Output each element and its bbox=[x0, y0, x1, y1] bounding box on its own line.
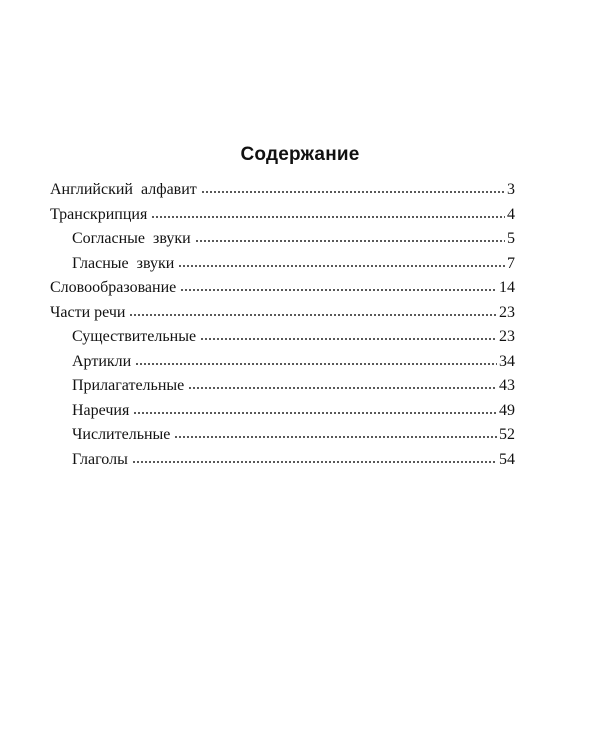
toc-entry-page: 3 bbox=[507, 181, 515, 198]
toc-entry-page: 43 bbox=[499, 377, 515, 394]
dot-leader bbox=[135, 363, 497, 365]
toc-entry-page: 23 bbox=[499, 303, 515, 321]
toc-entry-label: Существительные bbox=[72, 328, 197, 345]
dot-leader bbox=[129, 314, 497, 316]
page-title: Содержание bbox=[240, 143, 360, 165]
toc-entry-english-alphabet bbox=[50, 180, 515, 205]
dot-leader bbox=[174, 436, 497, 438]
toc-entry-page: 34 bbox=[499, 352, 515, 370]
toc-entry-page: 4 bbox=[507, 205, 515, 223]
toc-entry-parts-of-speech bbox=[50, 303, 515, 328]
toc-entry-page: 7 bbox=[507, 254, 515, 272]
dot-leader bbox=[132, 461, 497, 463]
toc-entry-label: Словообразование bbox=[50, 279, 177, 296]
toc-entry-transcription bbox=[50, 205, 515, 230]
toc-entry-consonants bbox=[50, 229, 515, 254]
toc-entry-page: 54 bbox=[499, 450, 515, 468]
toc-entry-label: Глаголы bbox=[72, 450, 128, 468]
toc-entry-word-formation bbox=[50, 278, 515, 303]
toc-entry-page: 5 bbox=[507, 230, 515, 247]
toc-entry-verbs bbox=[50, 450, 515, 475]
toc-entry-label: Прилагательные bbox=[72, 377, 185, 394]
toc-entry-page: 14 bbox=[499, 279, 515, 296]
toc-entry-label: Согласные звуки bbox=[72, 230, 191, 247]
toc-entry-label: Артикли bbox=[72, 352, 132, 370]
toc-entry-page: 23 bbox=[499, 328, 515, 345]
toc-entry-adjectives bbox=[50, 376, 515, 401]
toc-entry-numerals bbox=[50, 425, 515, 450]
toc-entry-label: Числительные bbox=[72, 426, 171, 443]
toc-entry-label: Транскрипция bbox=[50, 205, 148, 223]
toc-entry-label: Наречия bbox=[72, 401, 130, 419]
dot-leader bbox=[178, 265, 505, 267]
toc-entry-adverbs bbox=[50, 401, 515, 426]
dot-leader bbox=[201, 191, 505, 193]
dot-leader bbox=[180, 289, 497, 291]
dot-leader bbox=[188, 387, 497, 389]
toc-entry-label: Гласные звуки bbox=[72, 254, 175, 272]
toc-entry-page: 49 bbox=[499, 401, 515, 419]
toc-entry-label: Части речи bbox=[50, 303, 126, 321]
table-of-contents bbox=[50, 180, 515, 474]
dot-leader bbox=[133, 412, 497, 414]
toc-entry-articles bbox=[50, 352, 515, 377]
dot-leader bbox=[200, 338, 497, 340]
toc-entry-label: Английский алфавит bbox=[50, 181, 197, 198]
dot-leader bbox=[151, 216, 505, 218]
toc-entry-page: 52 bbox=[499, 426, 515, 443]
toc-entry-vowels bbox=[50, 254, 515, 279]
toc-entry-nouns bbox=[50, 327, 515, 352]
dot-leader bbox=[195, 240, 505, 242]
